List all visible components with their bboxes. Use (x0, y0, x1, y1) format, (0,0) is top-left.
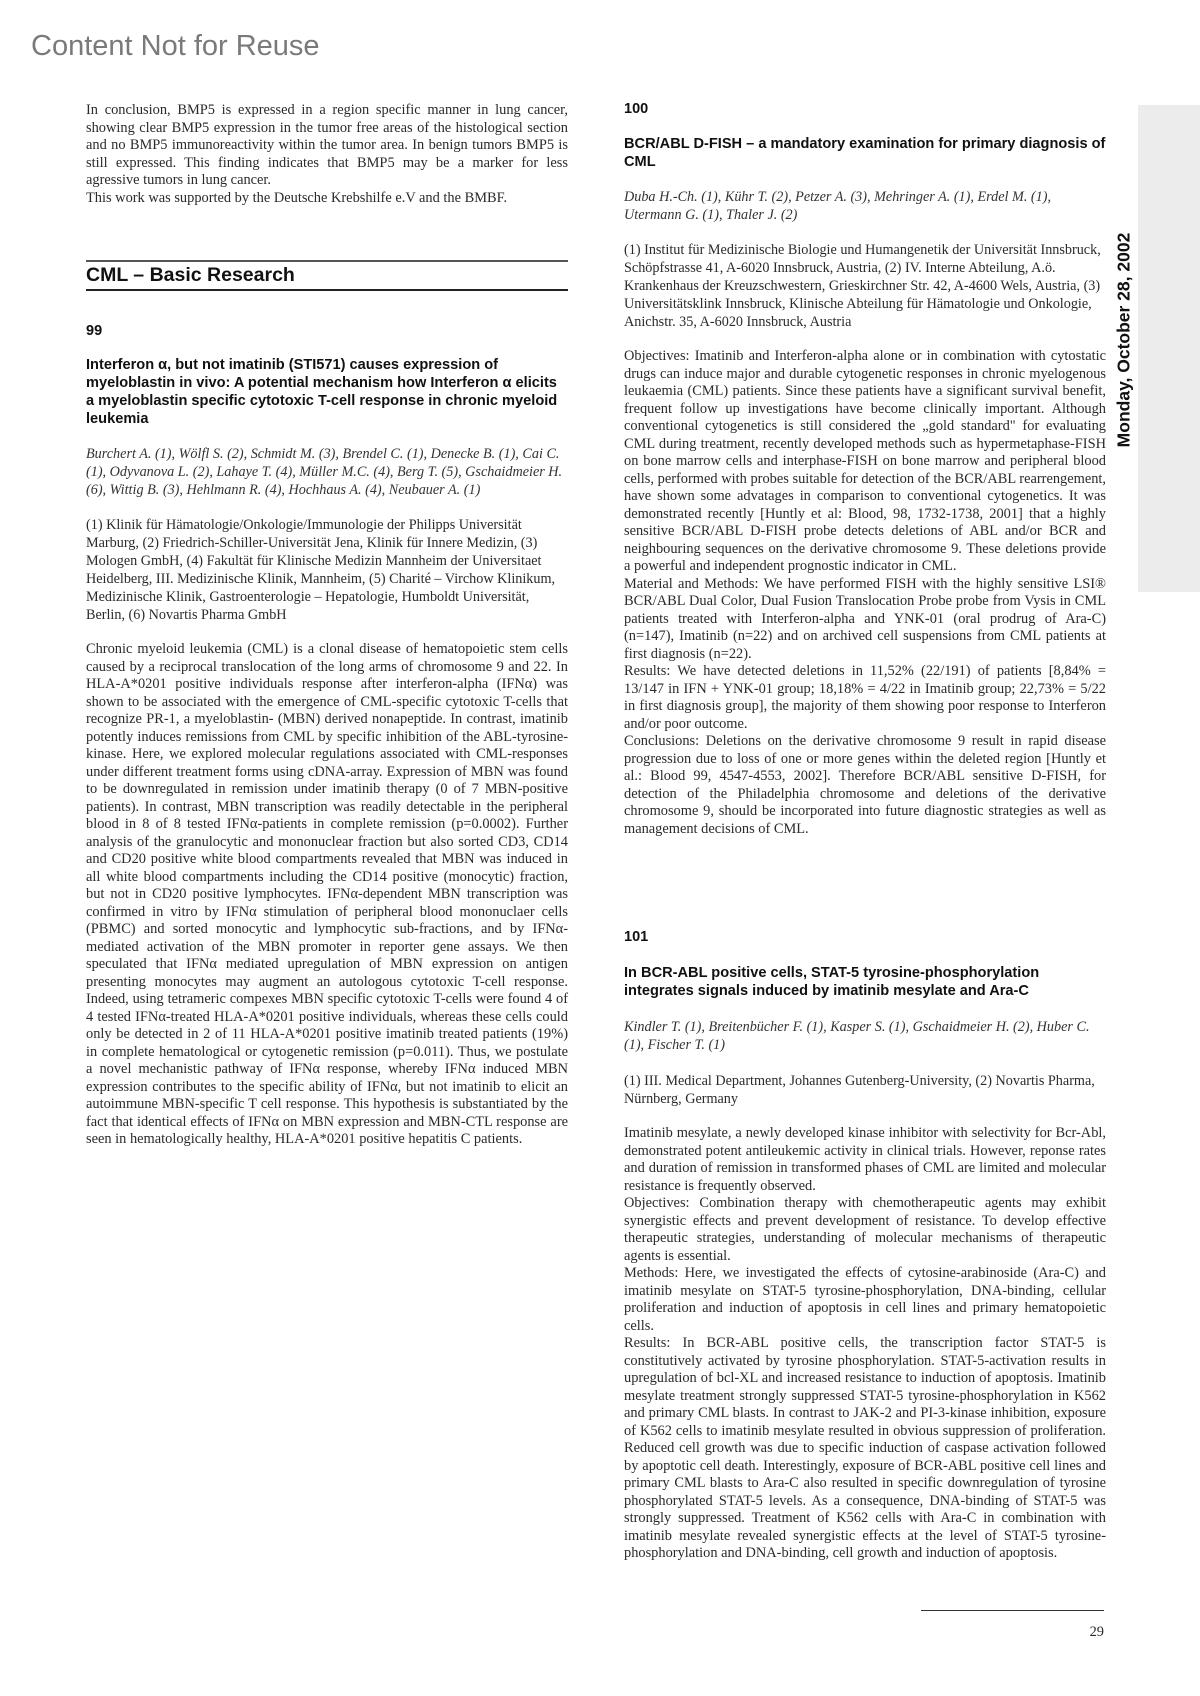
side-tab (1138, 105, 1200, 592)
abstract-affiliations: (1) III. Medical Department, Johannes Gutenberg-University, (2) Novartis Pharma, Nürnberg, Germany (624, 1073, 1095, 1107)
abstract-authors: Duba H.-Ch. (1), Kühr T. (2), Petzer A. (3), Mehringer A. (1), Erdel M. (1), Utermann G. (1), Thaler J. (2) (624, 189, 1052, 223)
abstract-title: BCR/ABL D-FISH – a mandatory examination for primary diagnosis of CML (624, 136, 1106, 170)
watermark: Content Not for Reuse (31, 30, 320, 62)
abstract-number: 101 (624, 929, 649, 945)
abstract-title: Interferon α, but not imatinib (STI571) causes expression of myeloblastin in vivo: A potential mechanism how Interferon α elicits a myeloblastin specific cytotoxic T-cell response in chronic myeloid leukemia (86, 357, 558, 427)
paragraph: Results: We have detected deletions in 11,52% (22/191) of patients [8,84% = 13/147 in IFN + YNK-01 group; 18,18% = 4/22 in Imatinib group; 22,73% = 5/22 in first diagnosis group], the majority of them showing poor response to Interferon and/or poor outcome. (624, 663, 1106, 732)
paragraph: Imatinib mesylate, a newly developed kinase inhibitor with selectivity for Bcr-Abl, demonstrated potent antileukemic activity in clinical trials. However, reponse rates and duration of remission in transformed phases of CML are limited and molecular resistance is frequently observed. (624, 1125, 1106, 1194)
abstract-number: 99 (86, 323, 103, 339)
side-date: Monday, October 28, 2002 (1113, 232, 1134, 448)
abstract-number: 100 (624, 101, 649, 117)
abstract-body (624, 1125, 1106, 1563)
paragraph: Material and Methods: We have performed FISH with the highly sensitive LSI® BCR/ABL Dual Color, Dual Fusion Translocation Probe probe from Vysis in CML patients treated with Interferon-alpha and YNK-01 (oral prodrug of Ara-C) (n=147), Imatinib (n=22) and on archived cell suspensions from CML patients at first diagnosis (n=22). (624, 575, 1106, 662)
paragraph: Objectives: Imatinib and Interferon-alpha alone or in combination with cytostatic drugs can induce major and durable cytogenetic responses in chronic myelogenous leukaemia (CML) patients. Since these patients have a significant survival benefit, frequent follow up investigations have become clinically important. Although conventional cytogenetics is still considered the „gold standard" for evaluating CML during treatment, recently developed methods such as hypermetaphase-FISH on bone marrow cells and interphase-FISH on bone marrow and peripheral blood cells, performed with probes suitable for detection of the BCR/ABL rearrengement, have shown some advatages in comparison to conventional cytogenetics. It was demonstrated recently [Huntly et al: Blood, 98, 1732-1738, 2001] that a highly sensitive BCR/ABL D-FISH probe detects deletions of ABL and/or BCR and neighbouring sequences on the derivative chromosome 9. These deletions provide a powerful and independent prognostic indicator in CML. (624, 348, 1106, 574)
abstract-101 (624, 929, 1106, 1563)
paragraph: Chronic myeloid leukemia (CML) is a clonal disease of hematopoietic stem cells caused by a reciprocal translocation of the long arms of chromosome 9 and 22. In HLA-A*0201 positive individuals response after interferon-alpha (IFNα) was shown to be associated with the emergence of CML-specific cytotoxic T-cells that recognize PR-1, a myeloblastin- (MBN) derived nonapeptide. In contrast, imatinib potently induces remissions from CML by specific inhibition of the ABL-tyrosine-kinase. Here, we explored molecular regulations associated with CML-responses under different treatment forms using cDNA-array. Expression of MBN was found to be downregulated in remission under imatinib therapy (0 of 7 MBN-positive patients). In contrast, MBN transcription was readily detectable in the peripheral blood in 8 of 8 tested IFNα-patients in complete remission (p=0.0002). Further analysis of the granulocytic and mononuclear fraction but also sorted CD3, CD14 and CD20 positive white blood compartments revealed that MBN was induced in all white blood compartments including the CD14 positive (monocytic) fraction, but not in CD20 positive lymphocytes. IFNα-dependent MBN transcription was confirmed in vitro by IFNα stimulation of peripheral blood mononuclaer cells (PBMC) and sorted monocytic and lymphocytic sub-fractions, and by IFNα-mediated activation of the MBN promoter in reporter gene assays. We then speculated that IFNα mediated upregulation of MBN expression on antigen presenting monocytes may augment an autologous cytotoxic T-cell response. Indeed, using tetrameric compexes MBN specific cytotoxic T-cells were found 4 of 4 tested IFNα-treated HLA-A*0201 positive individuals, whereas these cells could only be detected in 2 of 11 HLA-A*0201 positive imatinib treated patients (19%) in complete hematological or cytogenetic remission (p=0.011). Thus, we postulate a novel mechanistic pathway of IFNα response, whereby IFNα induced MBN expression contributes to the specific ability of IFNα, but not imatinib to elicit an autoimmune MBN-specific T cell response. This hypothesis is substantiated by the fact that identical effects of IFNα on MBN expression and MBN-CTL response are seen in hematologically healthy, HLA-A*0201 positive hepatitis C patients. (86, 641, 568, 1147)
paragraph: Results: In BCR-ABL positive cells, the transcription factor STAT-5 is constitutively activated by tyrosine phosphorylation. STAT-5-activation results in upregulation of bcl-XL and increased resistance to induction of apoptosis. Imatinib mesylate treatment strongly suppressed STAT-5 tyrosine-phosphorylation in K562 and primary CML blasts. In contrast to JAK-2 and PI-3-kinase inhibition, exposure of K562 cells to imatinib mesylate resulted in obvious suppression of proliferation. Reduced cell growth was due to specific induction of caspase activation followed by apoptotic cell death. Interestingly, exposure of BCR-ABL positive cell lines and primary CML blasts to Ara-C also resulted in specific downregulation of tyrosine phosphorylated STAT-5 levels. As a consequence, DNA-binding of STAT-5 was strongly suppressed. Treatment of K562 cells with Ara-C in combination with imatinib mesylate revealed synergistic effects at the level of STAT-5 tyrosine-phosphorylation and DNA-binding, cell growth and induction of apoptosis. (624, 1335, 1106, 1561)
abstract-body (86, 641, 568, 1149)
abstract-authors: Burchert A. (1), Wölfl S. (2), Schmidt M. (3), Brendel C. (1), Denecke B. (1), Cai C. (1), Odyvanova L. (2), Lahaye T. (4), Müller M.C. (4), Berg T. (5), Gschaidmeier H. (6), Wittig B. (3), Hehlmann R. (4), Hochhaus A. (4), Neubauer A. (1) (86, 446, 563, 498)
abstract-affiliations: (1) Klinik für Hämatologie/Onkologie/Immunologie der Philipps Universität Marburg, (2) Friedrich-Schiller-Universität Jena, Klinik für Innere Medizin, (3) Mologen GmbH, (4) Fakultät für Klinische Medizin Mannheim der Universitaet Heidelberg, III. Medizinische Klinik, Mannheim, (5) Charité – Virchow Klinikum, Medizinische Klinik, Gastroenterologie – Hepatologie, Humboldt Universität, Berlin, (6) Novartis Pharma GmbH (86, 517, 556, 623)
abstract-affiliations: (1) Institut für Medizinische Biologie und Humangenetik der Universität Innsbruck, Schöpfstrasse 41, A-6020 Innsbruck, Austria, (2) IV. Interne Abteilung, A.ö. Krankenhaus der Kreuzschwestern, Grieskirchner Str. 42, A-4600 Wels, Austria, (3) Universitätsklink Innsbruck, Klinische Abteilung für Hämatologie und Onkologie, Anichstr. 35, A-6020 Innsbruck, Austria (624, 242, 1101, 330)
paragraph: In conclusion, BMP5 is expressed in a region specific manner in lung cancer, showing clear BMP5 expression in the tumor free areas of the histological section and no BMP5 immunoreactivity within the tumor area. In benign tumors BMP5 is still expressed. This finding indicates that BMP5 may be a marker for less agressive tumors in lung cancer. (86, 102, 568, 188)
abstract-authors: Kindler T. (1), Breitenbücher F. (1), Kasper S. (1), Gschaidmeier H. (2), Huber C. (1), Fischer T. (1) (624, 1019, 1090, 1053)
section-heading (86, 260, 568, 291)
abstract-title: In BCR-ABL positive cells, STAT-5 tyrosine-phosphorylation integrates signals induced by imatinib mesylate and Ara-C (624, 965, 1040, 999)
abstract-99 (86, 323, 568, 1149)
abstract-100 (624, 101, 1106, 838)
section-heading-text: CML – Basic Research (86, 264, 295, 286)
footer-rule (921, 1610, 1104, 1611)
abstract-body (624, 348, 1106, 838)
paragraph: This work was supported by the Deutsche Krebshilfe e.V and the BMBF. (86, 189, 508, 206)
intro-text (86, 102, 568, 207)
paragraph: Objectives: Combination therapy with chemotherapeutic agents may exhibit synergistic effects and prevent development of resistance. To develop effective therapeutic strategies, understanding of molecular mechanisms of therapeutic agents is essential. (624, 1195, 1106, 1264)
paragraph: Methods: Here, we investigated the effects of cytosine-arabinoside (Ara-C) and imatinib mesylate on STAT-5 tyrosine-phosphorylation, DNA-binding, cellular proliferation and induction of apoptosis in cell lines and primary hematopoietic cells. (624, 1265, 1106, 1334)
page-number: 29 (1089, 1624, 1104, 1640)
paragraph: Conclusions: Deletions on the derivative chromosome 9 result in rapid disease progression due to loss of one or more genes within the deleted region [Huntly et al.: Blood 99, 4547-4553, 2002]. Therefore BCR/ABL sensitive D-FISH, for detection of the Philadelphia chromosome and deletions of the derivative chromosome 9, should be incorporated into future diagnostic strategies as well as management decisions of CML. (624, 733, 1106, 837)
